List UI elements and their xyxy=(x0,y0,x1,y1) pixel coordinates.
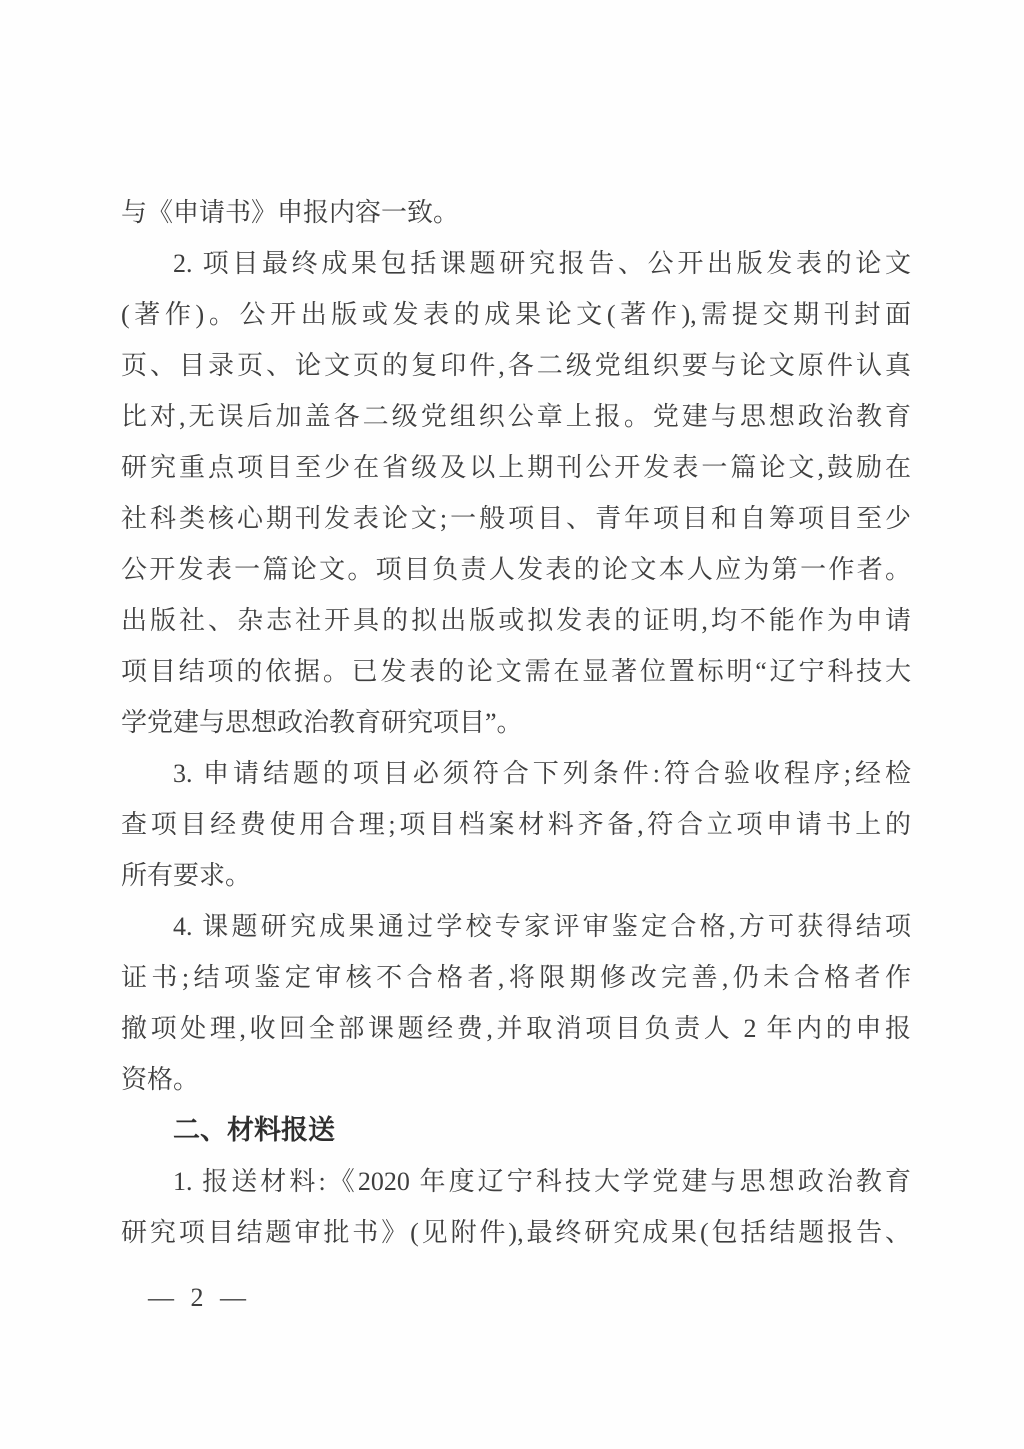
text-line: 页、目录页、论文页的复印件,各二级党组织要与论文原件认真 xyxy=(121,351,911,380)
text-line: 社科类核心期刊发表论文;一般项目、青年项目和自筹项目至少 xyxy=(121,504,911,533)
text-line: 2. 项目最终成果包括课题研究报告、公开出版发表的论文 xyxy=(173,249,911,278)
text-line: 研究项目结题审批书》(见附件),最终研究成果(包括结题报告、 xyxy=(121,1218,911,1247)
text-line: 出版社、杂志社开具的拟出版或拟发表的证明,均不能作为申请 xyxy=(121,606,911,635)
text-line: 项目结项的依据。已发表的论文需在显著位置标明“辽宁科技大 xyxy=(121,657,911,686)
text-line: 所有要求。 xyxy=(121,861,252,890)
text-line: 查项目经费使用合理;项目档案材料齐备,符合立项申请书上的 xyxy=(121,810,911,839)
section-heading: 二、材料报送 xyxy=(173,1115,335,1145)
text-line: 与《申请书》申报内容一致。 xyxy=(121,198,460,227)
text-line: (著作)。公开出版或发表的成果论文(著作),需提交期刊封面 xyxy=(121,300,911,329)
text-line: 4. 课题研究成果通过学校专家评审鉴定合格,方可获得结项 xyxy=(173,912,911,941)
text-line: 公开发表一篇论文。项目负责人发表的论文本人应为第一作者。 xyxy=(121,555,911,584)
text-line: 研究重点项目至少在省级及以上期刊公开发表一篇论文,鼓励在 xyxy=(121,453,911,482)
page-number: — 2 — xyxy=(148,1283,246,1312)
text-line: 证书;结项鉴定审核不合格者,将限期修改完善,仍未合格者作 xyxy=(121,963,911,992)
text-line: 3. 申请结题的项目必须符合下列条件:符合验收程序;经检 xyxy=(173,759,911,788)
text-line: 比对,无误后加盖各二级党组织公章上报。党建与思想政治教育 xyxy=(121,402,911,431)
document-body xyxy=(121,187,911,1258)
text-line: 撤项处理,收回全部课题经费,并取消项目负责人 2 年内的申报 xyxy=(121,1014,911,1043)
text-line: 资格。 xyxy=(121,1065,200,1094)
text-line: 1. 报送材料:《2020 年度辽宁科技大学党建与思想政治教育 xyxy=(173,1167,911,1196)
text-line: 学党建与思想政治教育研究项目”。 xyxy=(121,708,523,737)
